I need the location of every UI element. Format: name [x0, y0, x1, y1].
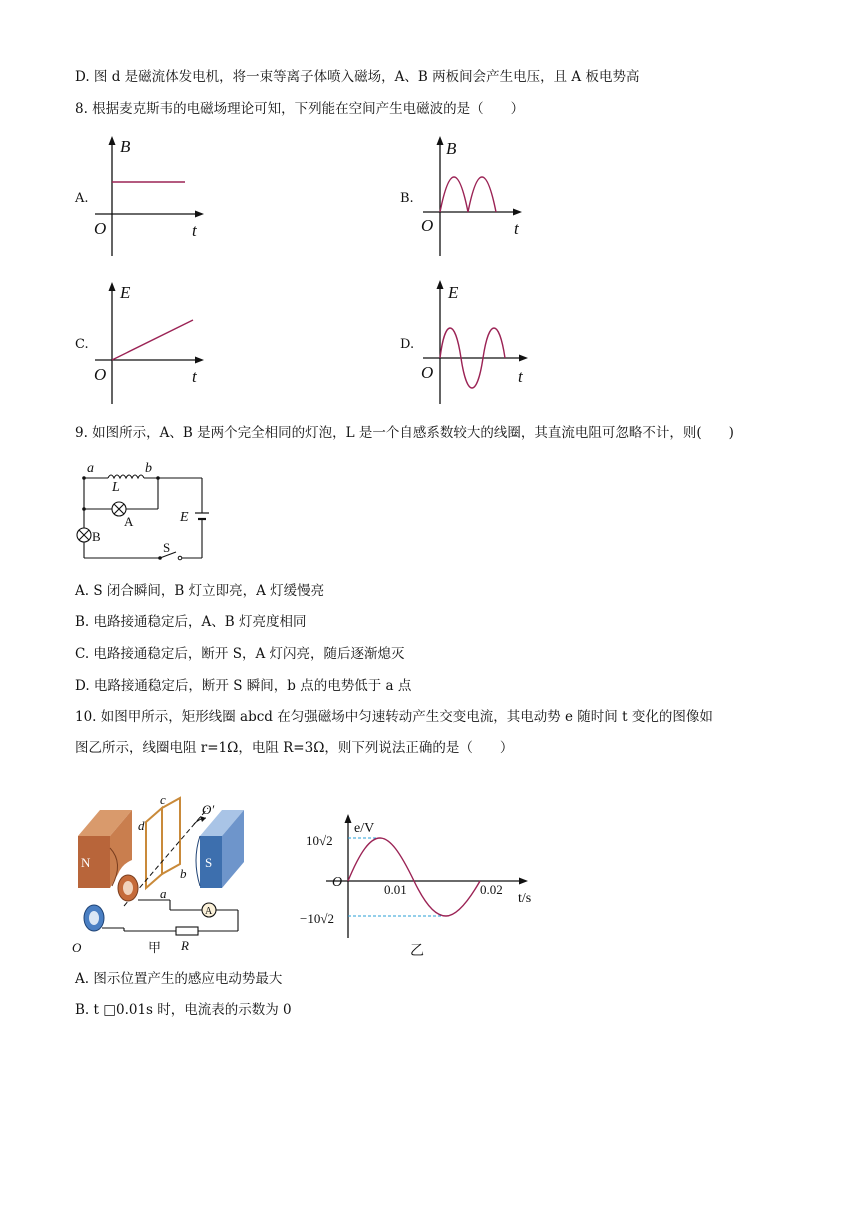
q9-option-b: B. 电路接通稳定后，A、B 灯亮度相同: [75, 614, 307, 630]
x-tick-002: 0.02: [480, 882, 503, 897]
question-10-stem-line1: 10. 如图甲所示，矩形线圈 abcd 在匀强磁场中匀速转动产生交变电流，其电动势 e 随时间 t 变化的图像如: [75, 709, 713, 725]
question-9-stem: 9. 如图所示，A、B 是两个完全相同的灯泡，L 是一个自感系数较大的线圈，其直流电阻可忽略不计，则( ): [75, 425, 734, 441]
q8-graph-d: [418, 278, 548, 410]
coil-d-label: d: [138, 818, 145, 833]
coil-c-label: c: [160, 792, 166, 807]
question-10-stem-line2: 图乙所示，线圈电阻 r=1Ω，电阻 R=3Ω，则下列说法正确的是（ ）: [75, 740, 514, 756]
figure-jia-caption: 甲: [148, 940, 162, 955]
magnet-s-label: S: [205, 855, 213, 870]
q8-option-b-label: B.: [400, 191, 414, 206]
axis-label-b: B: [446, 139, 457, 158]
y-axis-label: e/V: [354, 821, 375, 836]
origin-label: O: [94, 219, 107, 238]
axis-label-e: E: [448, 283, 459, 302]
y-tick-min: −10√2: [300, 911, 334, 926]
option-d-q7: D. 图 d 是磁流体发电机，将一束等离子体喷入磁场，A、B 两板间会产生电压，且 A 板电势高: [75, 69, 640, 85]
q10-figure-jia: [66, 788, 256, 958]
axis-label-t: t: [192, 367, 197, 386]
origin-label: O: [421, 363, 434, 382]
q10-figure-yi: [296, 810, 546, 960]
x-tick-001: 0.01: [384, 882, 407, 897]
q9-option-c: C. 电路接通稳定后，断开 S，A 灯闪亮，随后逐渐熄灭: [75, 646, 405, 662]
inductor-label: L: [112, 480, 120, 495]
axis-o-label: O: [72, 940, 82, 955]
coil-b-label: b: [180, 866, 187, 881]
resistor-label: R: [181, 938, 189, 953]
battery-label: E: [180, 510, 189, 525]
origin-label: O: [421, 216, 434, 235]
axis-label-t: t: [518, 367, 523, 386]
question-8-stem: 8. 根据麦克斯韦的电磁场理论可知，下列能在空间产生电磁波的是（ ）: [75, 101, 525, 117]
figure-yi-caption: 乙: [410, 944, 424, 959]
q10-option-b: B. t □0.01s 时，电流表的示数为 0: [75, 1002, 292, 1018]
q8-graph-a: [90, 132, 220, 264]
node-a-label: a: [87, 461, 94, 476]
axis-label-b: B: [120, 137, 131, 156]
axis-oprime-label: O′: [202, 802, 215, 817]
switch-label: S: [163, 540, 171, 555]
lamp-a-label: A: [124, 514, 134, 529]
q8-option-c-label: C.: [75, 337, 89, 352]
q9-circuit: [72, 458, 222, 568]
ammeter-label: A: [205, 906, 213, 917]
q8-graph-b: [418, 132, 548, 264]
q8-option-d-label: D.: [400, 337, 415, 352]
origin-label: O: [332, 875, 343, 890]
q10-option-a: A. 图示位置产生的感应电动势最大: [75, 971, 283, 987]
lamp-b-label: B: [92, 529, 101, 544]
q9-option-d: D. 电路接通稳定后，断开 S 瞬间，b 点的电势低于 a 点: [75, 678, 412, 694]
coil-a-label: a: [160, 886, 167, 901]
magnet-n-label: N: [81, 855, 91, 870]
origin-label: O: [94, 365, 107, 384]
axis-label-t: t: [192, 221, 197, 240]
x-axis-label: t/s: [518, 891, 532, 906]
y-tick-max: 10√2: [306, 833, 333, 848]
q9-option-a: A. S 闭合瞬间，B 灯立即亮，A 灯缓慢亮: [75, 583, 325, 599]
axis-label-e: E: [120, 283, 131, 302]
axis-label-t: t: [514, 219, 519, 238]
q8-option-a-label: A.: [75, 191, 89, 206]
node-b-label: b: [145, 461, 152, 476]
q8-graph-c: [90, 278, 220, 410]
